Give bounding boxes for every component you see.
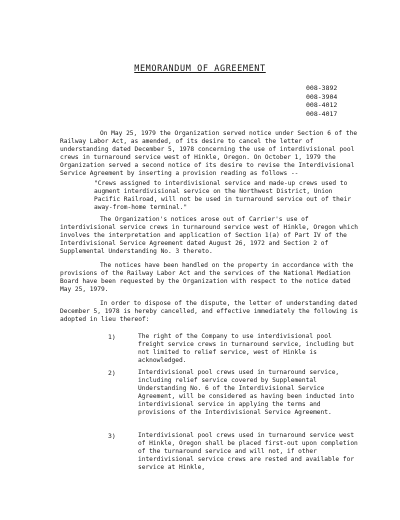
item-text: Interdivisional pool crews used in turnaround service west of Hinkle, Oregon shall be placed first-out upon completion of the turnaround service and will not, if other interdivisional service crews are rested and available for service at Hinkle, — [138, 432, 358, 471]
paragraph-notice: On May 25, 1979 the Organization served notice under Section 6 of the Railway Labor Act, as amended, of its desire to cancel the letter of understanding dated December 5, 1978 concerning the use of interdivisional pool crews in turnaround service west of Hinkle, Oregon. On October 1, 1979 the Organization served a second notice of its desire to revise the Interdivisional Service Agreement by inserting a provision reading as follows -- — [60, 130, 358, 177]
quoted-provision: "Crews assigned to interdivisional service and made-up crews used to augment interdivisional service on the Northwest District, Union Pacific Railroad, will not be used in turnaround service out of their away-from-home terminal." — [94, 180, 352, 211]
reference-numbers — [306, 84, 337, 118]
reference-number: 008-3904 — [306, 92, 338, 101]
item-text: The right of the Company to use interdivisional pool freight service crews in turnaround service, including but not limited to relief service, west of Hinkle is acknowledged. — [138, 333, 355, 364]
reference-number: 008-3892 — [306, 84, 338, 92]
paragraph-handling: The notices have been handled on the property in accordance with the provisions of the Railway Labor Act and the services of the National Mediation Board have been requested by the Organization with respect to the notice dated May 25, 1979. — [60, 262, 354, 293]
item-text: Interdivisional pool crews used in turnaround service, including relief service covered by Supplemental Understanding No. 6 of the Interdivisional Service Agreement, will be considered as having been inducted into interdivisional service in applying the terms and provisions of the Interdivisional Service Agreement. — [138, 369, 355, 416]
reference-number: 008-4017 — [306, 109, 338, 118]
reference-number: 008-4012 — [306, 101, 338, 110]
item-number: 3) — [108, 432, 116, 440]
item-number: 1) — [108, 333, 116, 341]
item-number: 2) — [108, 369, 116, 377]
paragraph-organization-notices: The Organization's notices arose out of Carrier's use of interdivisional service crews in turnaround service west of Hinkle, Oregon which involves the interpretation and application of Section 1(a) of Part IV of the Interdivisional Service Agreement dated August 26, 1972 and Section 2 of Supplemental Understanding No. 3 thereto. — [60, 216, 359, 255]
paragraph-disposition: In order to dispose of the dispute, the letter of understanding dated December 5, 1978 is hereby cancelled, and effective immediately the following is adopted in lieu thereof: — [60, 300, 359, 323]
document-title: MEMORANDUM OF AGREEMENT — [134, 64, 266, 74]
